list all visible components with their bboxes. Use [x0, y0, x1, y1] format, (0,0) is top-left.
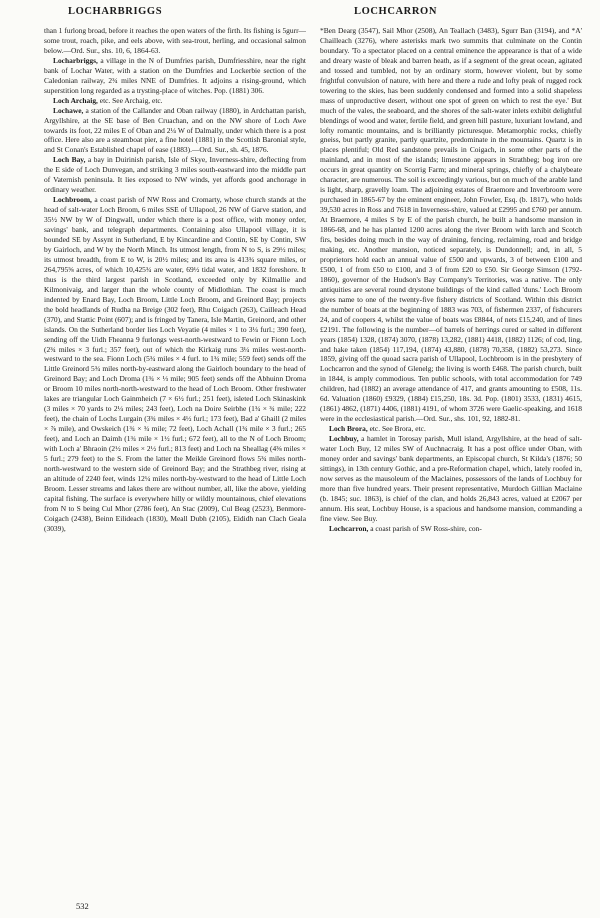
- page-number: 532: [76, 901, 89, 911]
- entry-text: a coast parish of SW Ross-shire, con-: [368, 523, 482, 533]
- gazetteer-entry: [44, 155, 306, 195]
- entry-headword: Locharbriggs,: [53, 55, 98, 65]
- entry-continuation: [320, 26, 582, 424]
- entry-headword: Loch Brora,: [329, 424, 368, 434]
- entry-headword: Loch Bay,: [53, 155, 86, 165]
- gazetteer-entry: [44, 106, 306, 156]
- entry-text: a village in the N of Dumfries parish, Dumfriesshire, near the right bank of Lochar Water, with a station on the Dumfries and Lockerbie section of the Caledonian railway, 2¾ miles NNE of Dumfries. It adjoins a rising-ground, which superstition long regarded as a trysting-place of witches. Pop. (1881) 306.: [44, 55, 306, 95]
- entry-headword: Loch Archaig,: [53, 95, 98, 105]
- header-left: LOCHARBRIGGS: [68, 6, 163, 17]
- header-right: LOCHCARRON: [354, 6, 438, 17]
- entry-text: than 1 furlong broad, before it reaches the open waters of the firth. Its fishing is 5gurr—some trout, roach, pike, and eels above, with sea-trout, herling, and occasional salmon below.—Ord. Sur., shs. 10, 6, 1864-63.: [44, 26, 306, 55]
- entry-text: a bay in Duirinish parish, Isle of Skye, Inverness-shire, deflecting from the E side of Loch Dunvegan, and striking 3 miles south-eastward into the middle part of Vaternish peninsula. It lies exposed to NW winds, yet affords good anchorage in ordinary weather.: [44, 155, 306, 195]
- left-column: [44, 26, 306, 898]
- entry-headword: Lochbuy,: [329, 434, 359, 444]
- text-columns: [44, 26, 582, 898]
- entry-text: a station of the Callander and Oban railway (1880), in Ardchattan parish, Argyllshire, at the SE base of Ben Cruachan, and on the NW shore of Loch Awe towards its foot, 22 miles E of Oban and 2¼ W of Dalmally, under which there is a post office. Here also are a steamboat pier, a fine hotel (1881) in the Scottish Baronial style, and St Conan's Established chapel of ease (1883).—Ord. Sur., sh. 45, 1876.: [44, 105, 306, 155]
- running-header: [44, 6, 582, 24]
- entry-text: etc. See Archaig, etc.: [97, 95, 163, 105]
- entry-text: *Ben Dearg (3547), Sail Mhor (2508), An Teallach (3483), Sgurr Ban (3194), and *A' Chailleach (3276), where asterisks mark two summits that culminate on the Contin boundary. 'To a spectator placed on a central eminence the appearance is that of a wide and dreary waste of bleak and barren heath, as if a segment of the great ocean, agitated and tossed and tumbled, not by an ordinary storm, however violent, but by some frightful convulsion of nature, with here and there a rude and lofty peak of rugged rock towering to the skies, has been suddenly condensed and formed into a solid shapeless mass of unproductive desert, without one spot of green on which to rest the eye.' But much of the vales, the seaboard, and the shores of the salt-water inlets exhibit delightful blendings of wood and water, fertile field, and green hill pasture, luxuriant lowland, and lofty romantic mountains, and is brilliantly picturesque. Metamorphic rocks, chiefly gneiss, but partly granite, partly quartzite, predominate in the mountains. Quartz is in places plentiful; Old Red sandstone prevails in Coigach, in some other parts of the mainland, and in most of the islands; limestone appears in Strathbeg; bog iron ore occurs in great quantity on Scorrig Farm; and mineral springs, chiefly of a chalybeate character, are numerous. The soil is exceedingly various, but on much of the arable land is light, sharp, gravelly loam. The adjoining estates of Braemore and Inverbroom were purchased in 1865-67 by the eminent engineer, John Fowler, Esq. (b. 1817), who holds 39,530 acres in Ross and 7618 in Inverness-shire, valued at £2995 and £760 per annum. At Braemore, 4 miles S by E of the parish church, he built a handsome mansion in 1866-68, and he has planted 1200 acres along the river Broom with larch and Scotch firs, besides doing much in the way of draining, fencing, reclaiming, road and bridge making, etc. Another mansion, noticed separately, is Dundonnell; and, in all, 5 proprietors hold each an annual value of £500 and upwards, 3 of between £100 and £500, 1 of from £50 to £100, and 3 of from £20 to £50. Sir George Simson (1792-1860), governor of the Hudson's Bay Company's Territories, was a native. The only antiquities are several round drystone buildings of the kind called 'duns.' Loch Broom gives name to one of the twenty-five fishery districts of Scotland. Within this district the number of boats at the beginning of 1883 was 703, of fishermen 2337, of fishcurers 24, and of coopers 4, whilst the value of boats was £8844, of nets £15,240, and of lines £2191. The following is the number—of barrels of herrings cured or salted in different years (1854) 1328, (1874) 3070, (1878) 13,282, (1881) 4418, (1882) 1126; of cod, ling, and hake taken (1854) 117,194, (1874) 43,880, (1878) 70,358, (1882) 53,273. Since 1859, giving off the quoad sacra parish of Ullapool, Lochbroom is in the presbytery of Lochcarron and the synod of Glenelg; the living is worth £468. The parish church, built in 1844, is amply commodious. Ten public schools, with total accommodation for 749 children, had (1882) an average attendance of 417, and grants amounting to £508, 11s. 6d. Valuation (1860) £9329, (1884) £15,250, 18s. 3d. Pop. (1801) 3533, (1831) 4615, (1861) 4862, (1871) 4406, (1881) 4191, of whom 3726 were Gaelic-speaking, and 1618 were in the ecclesiastical parish.—Ord. Sur., shs. 101, 92, 1882-81.: [320, 26, 582, 424]
- gazetteer-entry: [44, 96, 306, 106]
- gazetteer-entry: [44, 195, 306, 533]
- entry-text: a hamlet in Torosay parish, Mull island, Argyllshire, at the head of salt-water Loch Buy, 12 miles SW of Auchnacraig. It has a post office under Oban, with money order and savings' bank departments, an Episcopal church, St Kilda's (1876; 50 sittings), in 13th century Gothic, and a pre-Reformation chapel, which, lately roofed in, now serves as the mausoleum of the Maclaines, possessors of the lands of Lochbuy for more than five hundred years. Their present representative, Murdoch Gillian Maclaine (b. 1845; suc. 1863), is chief of the clan, and holds 26,843 acres, valued at £2067 per annum. His seat, Lochbuy House, is a spacious and handsome mansion, commanding a fine view. See Buy.: [320, 434, 582, 523]
- entry-headword: Lochbroom,: [53, 195, 92, 205]
- entry-text: a coast parish of NW Ross and Cromarty, whose church stands at the head of salt-water Loch Broom, 6 miles SSE of Ullapool, 26 NW of Garve station, and 35½ NW by W of Dingwall, under which there is a post office, with money order, savings' bank, and telegraph departments. Containing also Ullapool village, it is bounded SE by Assynt in Sutherland, E by Kincardine and Contin, SE by Contin, SW by Gairloch, and W by the North Minch. Its utmost length, from N to S, is 29½ miles; its utmost breadth, from E to W, is 20½ miles; and its area is 413¾ square miles, or 264,795⅝ acres, of which 10,425¾ are water, 69½ tidal water, and 1832 foreshore. It thus is the third largest parish in Scotland, exceeded only by Kilmallie and Kilmonivaig, and larger than the whole county of Midlothian. The coast is much indented by Enard Bay, Loch Broom, Little Loch Broom, and Greinord Bay; projects the bold headlands of Rudha na Breige (302 feet), Rhu Coigach (263), Cailleach Head (370), and Stattic Point (607); and is fringed by Tanera, Isle Martin, Greinord, and other islands. On the Sutherland border lies Loch Veyatie (4 miles × 1 to 3¼ furl.; 390 feet), sending off the Uidh Fheanna 9 furlongs west-north-westward to Fewin or Fionn Loch (2¾ miles × 3 furl.; 357 feet), out of which the Kirkaig runs 3¼ miles west-north-westward to the sea. Fionn Loch (5¾ miles × 4 furl. to 1¾ mile; 559 feet) sends off the Little Greinord 5¾ miles north-by-eastward along the Gairloch boundary to the head of Greinord Bay; and Loch Droma (1¾ × ⅓ mile; 905 feet) sends off the Abhuinn Droma or Broom 10 miles north-north-westward to the head of Loch Broom. Other freshwater lakes are triangular Loch Gainmheich (7 × 6½ furl.; 251 feet), isleted Loch Skinaskink (3 miles × 70 yards to 2¼ miles; 243 feet), Loch na Doire Seirbhe (1¾ × ¾ mile; 222 feet), the chain of Lochs Lurgain (3¾ miles × 4½ furl.; 173 feet), Bad a' Ghaill (2 miles × ⅞ mile), and Owskeich (1¾ × ¾ mile; 72 feet), Loch Achall (1¾ mile × 3 furl.; 265 feet), and Loch an Daimh (1¾ mile × 1½ furl.; 672 feet), all to the N of Loch Broom; with Loch a' Bhraoin (2½ miles × 2½ furl.; 813 feet) and Loch na Sheallag (4⅜ miles × 5 furl.; 279 feet) to the S. From the latter the Meikle Greinord flows 5¾ miles north-north-westward to the western side of Greinord Bay; and the Strathbeg river, rising at an altitude of 2240 feet, winds 12¼ miles north-by-westward to the head of Little Loch Broom. Lesser streams and lakes there are without number, all, like the above, yielding capital fishing. The surface is everywhere hilly or wildly mountainous, chief elevations from N to S being Cul Mhor (2786 feet), An Stac (2009), Cul Beag (2523), Benmore-Coigach (2438), Beinn Eilideach (1830), Meall Dubh (2105), Eididh nan Clach Geala (3039),: [44, 195, 306, 533]
- entry-continuation: [44, 26, 306, 56]
- gazetteer-entry: [320, 524, 582, 534]
- entry-headword: Lochawe,: [53, 105, 84, 115]
- gazetteer-entry: [320, 434, 582, 524]
- entry-text: etc. See Brora, etc.: [367, 424, 426, 434]
- entry-headword: Lochcarron,: [329, 523, 369, 533]
- gazetteer-entry: [44, 56, 306, 96]
- gazetteer-entry: [320, 424, 582, 434]
- right-column: [320, 26, 582, 898]
